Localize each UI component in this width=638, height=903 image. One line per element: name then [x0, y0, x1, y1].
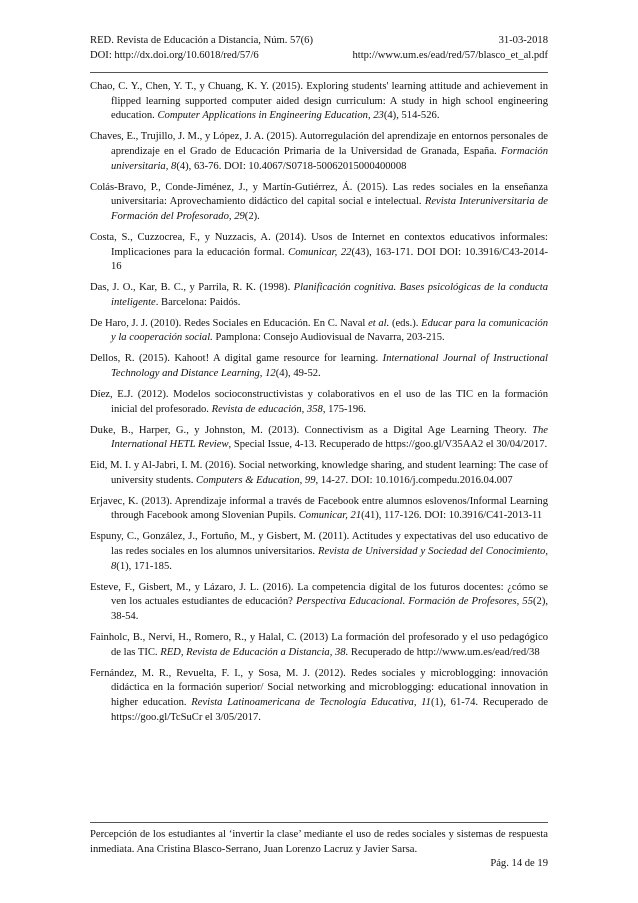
- reference-item: Dellos, R. (2015). Kahoot! A digital game resource for learning. International Journal of Instructional Technology and Distance Learning, 12(4), 49-52.: [90, 353, 548, 380]
- reference-item: Díez, E.J. (2012). Modelos socioconstructivistas y colaborativos en el uso de las TIC en la formación inicial del profesorado. Revista de educación, 358, 175-196.: [90, 388, 548, 415]
- publication-date: 31-03-2018: [498, 35, 548, 46]
- header-row-1: [90, 34, 548, 49]
- journal-title: RED. Revista de Educación a Distancia, Núm. 57(6): [90, 35, 313, 46]
- page-number: Pág. 14 de 19: [490, 858, 548, 869]
- reference-item: Fainholc, B., Nervi, H., Romero, R., y Halal, C. (2013) La formación del profesorado y el uso pedagógico de las TIC. RED, Revista de Educación a Distancia, 38. Recuperado de http://www.um.es/ead/red/38: [90, 631, 548, 658]
- reference-item: De Haro, J. J. (2010). Redes Sociales en Educación. En C. Naval et al. (eds.). Educar para la comunicación y la cooperación social. Pamplona: Consejo Audiovisual de Navarra, 203-215.: [90, 317, 549, 344]
- reference-item: Esteve, F., Gisbert, M., y Lázaro, J. L. (2016). La competencia digital de los futuros docentes: ¿cómo se ven los actuales estudiantes de educación? Perspectiva Educacional. Formación de Profesores, 55(2), 38-54.: [90, 581, 549, 623]
- reference-item: Duke, B., Harper, G., y Johnston, M. (2013). Connectivism as a Digital Age Learning Theory. The International HETL Review, Special Issue, 4-13. Recuperado de https://goo.gl/V35AA2 el 30/04/2017.: [90, 424, 548, 451]
- header-row-2: [90, 49, 548, 64]
- reference-item: Costa, S., Cuzzocrea, F., y Nuzzacis, A. (2014). Usos de Internet en contextos educativos informales: Implicaciones para la educación formal. Comunicar, 22(43), 163-171. DOI DOI: 10.3916/C43-2014-16: [90, 231, 548, 273]
- reference-item: Eid, M. I. y Al-Jabri, I. M. (2016). Social networking, knowledge sharing, and student learning: The case of university students. Computers & Education, 99, 14-27. DOI: 10.1016/j.compedu.2016.04.007: [90, 460, 548, 486]
- footer-divider: [90, 822, 548, 823]
- pdf-url[interactable]: http://www.um.es/ead/red/57/blasco_et_al.pdf: [352, 49, 548, 61]
- footer-text: Percepción de los estudiantes al ‘invertir la clase’ mediante el uso de redes sociales y sistemas de respuesta inmediata. Ana Cristina Blasco-Serrano, Juan Lorenzo Lacruz y Javier Sarsa.: [90, 829, 548, 855]
- header-divider: [90, 72, 548, 73]
- reference-item: Chaves, E., Trujillo, J. M., y López, J. A. (2015). Autorregulación del aprendizaje en entornos personales de aprendizaje en el Grado de Educación Primaria de la Universidad de Granada, España. Formación universitaria, 8(4), 63-76. DOI: 10.4067/S0718-50062015000400008: [90, 131, 548, 172]
- reference-item: Das, J. O., Kar, B. C., y Parrila, R. K. (1998). Planificación cognitiva. Bases psicológicas de la conducta inteligente. Barcelona: Paidós.: [90, 282, 548, 308]
- reference-item: Erjavec, K. (2013). Aprendizaje informal a través de Facebook entre alumnos eslovenos/Informal Learning through Facebook among Slovenian Pupils. Comunicar, 21(41), 117-126. DOI: 10.3916/C41-2013-11: [90, 495, 548, 522]
- reference-item: Fernández, M. R., Revuelta, F. I., y Sosa, M. J. (2012). Redes sociales y microblogging: innovación didáctica en la formación superior/ Social networking and microblogging: educational innovation in higher education. Revista Latinoamericana de Tecnología Educativa, 11(1), 61-74. Recuperado de https://goo.gl/TcSuCr el 3/05/2017.: [90, 667, 548, 723]
- doi-text: DOI: http://dx.doi.org/10.6018/red/57/6: [90, 49, 259, 61]
- reference-item: Espuny, C., González, J., Fortuño, M., y Gisbert, M. (2011). Actitudes y expectativas del uso educativo de las redes sociales en los alumnos universitarios. Revista de Universidad y Sociedad del Conocimiento, 8(1), 171-185.: [90, 531, 548, 572]
- page-header: [90, 34, 548, 63]
- reference-item: Colás-Bravo, P., Conde-Jiménez, J., y Martín-Gutiérrez, Á. (2015). Las redes sociales en la enseñanza universitaria: Aprovechamiento didáctico del capital social e intelectual. Revista Interuniversitaria de Formación del Profesorado, 29(2).: [90, 181, 548, 222]
- reference-item: Chao, C. Y., Chen, Y. T., y Chuang, K. Y. (2015). Exploring students' learning attitude and achievement in flipped learning supported computer aided design curriculum: A study in high school engineering education. Computer Applications in Engineering Education, 23(4), 514-526.: [90, 81, 548, 122]
- reference-list: [90, 80, 548, 732]
